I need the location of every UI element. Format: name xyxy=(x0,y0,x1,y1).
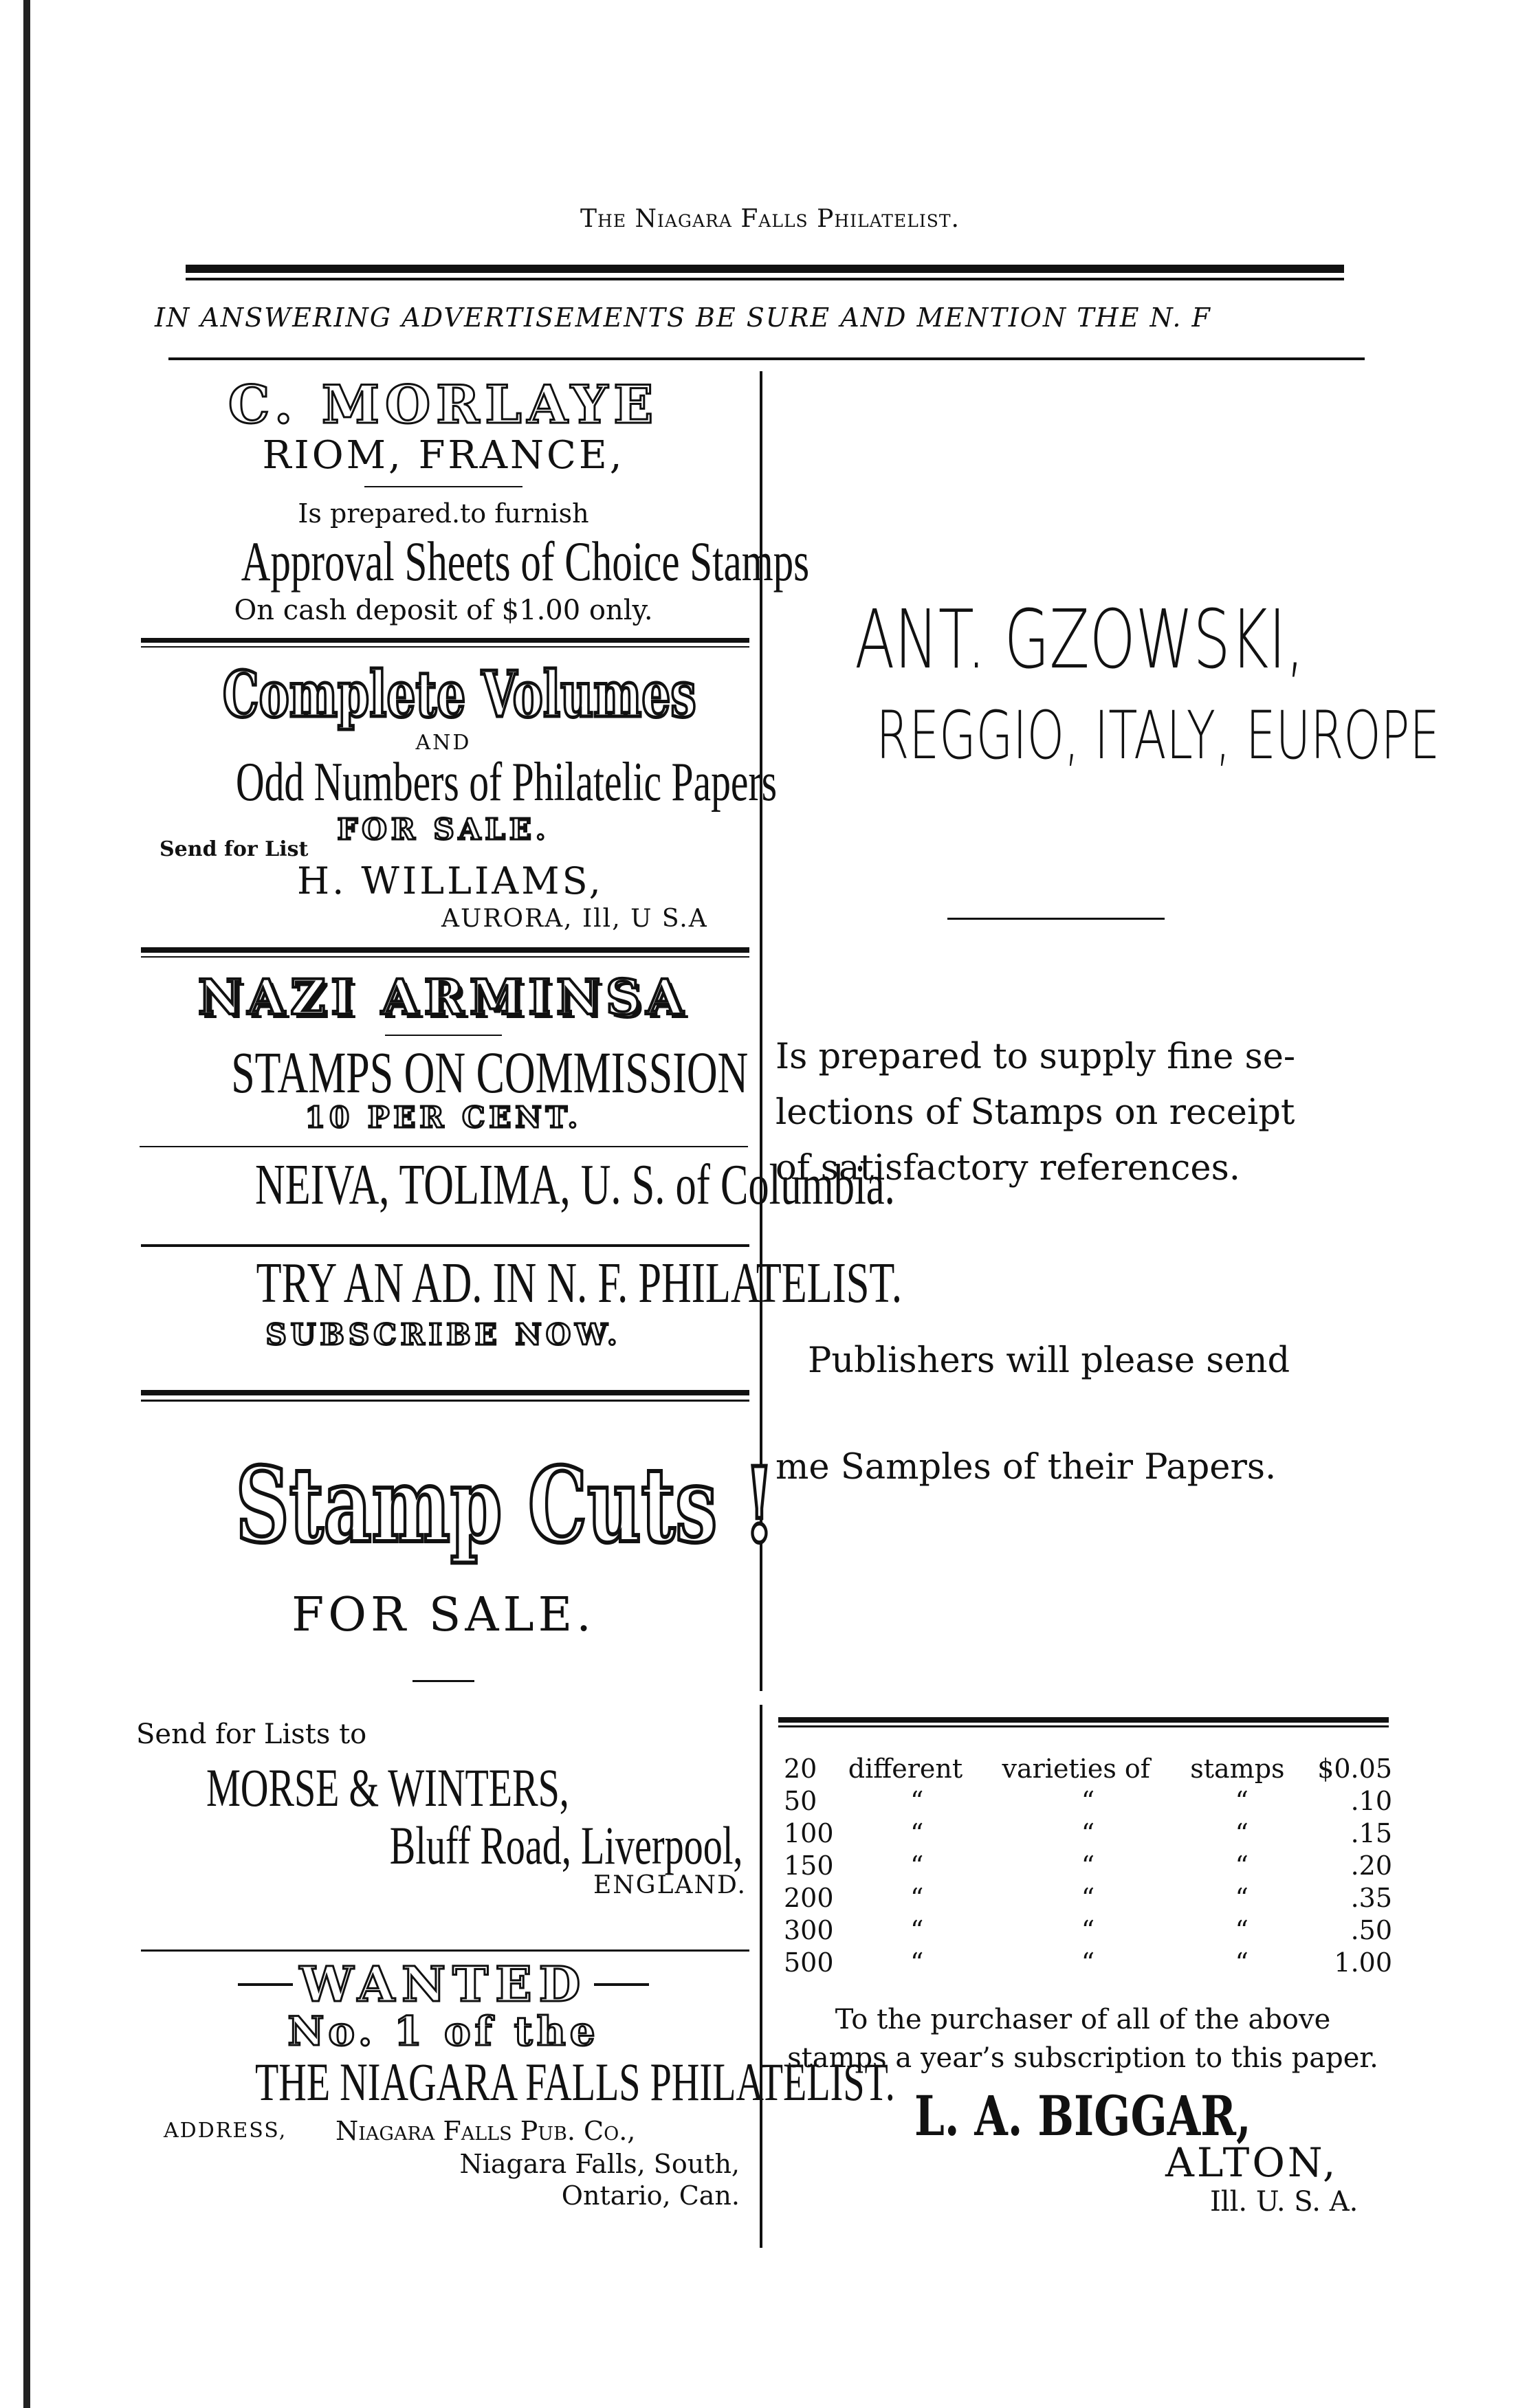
wanted-addr2: Niagara Falls, South, xyxy=(459,2149,740,2179)
ditto-mark: “ xyxy=(1235,1786,1248,1816)
nazi-line3: NEIVA, TOLIMA, U. S. of Columbia. xyxy=(254,1153,895,1217)
wanted-headline: WANTED xyxy=(299,1956,588,2013)
binding-edge xyxy=(23,0,30,2408)
williams-line1: Odd Numbers of Philatelic Papers xyxy=(236,752,778,813)
ditto-mark: “ xyxy=(1235,1851,1248,1881)
biggar-note1: To the purchaser of all of the above xyxy=(835,2004,1331,2035)
tryad-ad xyxy=(131,1251,902,1356)
price-value: .50 xyxy=(1350,1915,1392,1945)
rule-4b xyxy=(141,1400,749,1402)
nazi-line2: 10 PER CENT. xyxy=(305,1101,582,1134)
ornament-divider xyxy=(364,486,522,487)
price-qty: 100 xyxy=(784,1818,834,1848)
column-divider-lower xyxy=(760,1705,762,2248)
rule-1b xyxy=(141,646,749,648)
ditto-mark: “ xyxy=(1081,1883,1095,1913)
ditto-mark: “ xyxy=(910,1915,924,1945)
price-value: 1.00 xyxy=(1334,1947,1392,1978)
price-row xyxy=(784,1882,1392,1914)
thin-rule xyxy=(140,1146,748,1147)
price-qty: 500 xyxy=(784,1947,834,1978)
header-rule-thin xyxy=(186,278,1344,280)
tryad-line1: TRY AN AD. IN N. F. PHILATELIST. xyxy=(256,1251,902,1315)
page-title: The Niagara Falls Philatelist. xyxy=(580,205,960,233)
ditto-mark: “ xyxy=(1081,1786,1095,1816)
rule-4 xyxy=(141,1390,749,1395)
gzowski-location: REGGIO, ITALY, EUROPE xyxy=(876,697,1440,774)
price-value: .35 xyxy=(1350,1883,1392,1913)
biggar-rule-top xyxy=(778,1717,1389,1723)
wanted-headline-row xyxy=(131,1956,756,2013)
ditto-mark: “ xyxy=(1081,1818,1095,1848)
price-col-varieties: varieties of xyxy=(1002,1754,1150,1784)
price-row-header xyxy=(784,1753,1392,1785)
gzowski-body2: lections of Stamps on receipt xyxy=(776,1092,1295,1133)
ditto-mark: “ xyxy=(910,1851,924,1881)
header-rule-thick xyxy=(186,265,1344,273)
stampcuts-addr1-wrap xyxy=(206,1816,742,1875)
gzowski-body3: of satisfactory references. xyxy=(776,1148,1240,1189)
stampcuts-forsale: FOR SALE. xyxy=(292,1588,595,1642)
short-rule xyxy=(412,1680,474,1682)
nazi-line1: STAMPS ON COMMISSION xyxy=(231,1039,749,1105)
price-value: .20 xyxy=(1350,1851,1392,1881)
biggar-price-list xyxy=(784,1753,1392,1979)
price-col-different: different xyxy=(848,1754,963,1784)
gzowski-ad xyxy=(767,592,1440,791)
williams-ad xyxy=(131,656,778,846)
ditto-mark: “ xyxy=(1081,1947,1095,1978)
notice-rule xyxy=(168,357,1365,360)
notice-line: IN ANSWERING ADVERTISEMENTS BE SURE AND MENTION THE N. F xyxy=(155,302,1211,333)
price-qty: 200 xyxy=(784,1883,834,1913)
ditto-mark: “ xyxy=(1081,1915,1095,1945)
gzowski-pub1: Publishers will please send xyxy=(808,1340,1290,1381)
price-value: $0.05 xyxy=(1317,1754,1392,1784)
biggar-name: L. A. BIGGAR, xyxy=(914,2084,1251,2148)
williams-name: H. WILLIAMS, xyxy=(297,859,604,903)
ditto-mark: “ xyxy=(910,1947,924,1978)
williams-forsale: FOR SALE. xyxy=(337,813,550,846)
morlaye-line1: Is prepared.to furnish xyxy=(298,498,589,529)
price-row xyxy=(784,1914,1392,1947)
morlaye-name: C. MORLAYE xyxy=(228,374,659,435)
wanted-addr1: Niagara Falls Pub. Co., xyxy=(336,2116,636,2146)
stampcuts-send: Send for Lists to xyxy=(136,1719,367,1750)
rule-1 xyxy=(141,638,749,643)
gzowski-body xyxy=(776,1029,1394,1196)
rule-2b xyxy=(141,956,749,958)
rule-3 xyxy=(141,1244,749,1247)
biggar-name-wrap xyxy=(770,2084,1396,2148)
nazi-ad xyxy=(131,966,895,1217)
rule-5 xyxy=(141,1949,749,1952)
biggar-note xyxy=(770,2000,1396,2077)
williams-send: Send for List xyxy=(160,837,309,861)
ditto-mark: “ xyxy=(910,1786,924,1816)
biggar-rule-top-b xyxy=(778,1725,1389,1727)
stampcuts-name: MORSE & WINTERS, xyxy=(206,1758,569,1818)
running-header xyxy=(0,205,1540,233)
stampcuts-addr2: ENGLAND. xyxy=(593,1871,747,1899)
price-value: .10 xyxy=(1350,1786,1392,1816)
rule-2 xyxy=(141,947,749,953)
gzowski-body1: Is prepared to supply fine se- xyxy=(776,1037,1296,1077)
morlaye-line2: Approval Sheets of Choice Stamps xyxy=(241,530,810,593)
ornament-divider-2 xyxy=(385,1035,502,1036)
price-row xyxy=(784,1850,1392,1882)
biggar-note2: stamps a year’s subscription to this paper. xyxy=(787,2042,1378,2074)
ditto-mark: “ xyxy=(1235,1818,1248,1848)
price-value: .15 xyxy=(1350,1818,1392,1848)
price-row xyxy=(784,1947,1392,1979)
ditto-mark: “ xyxy=(910,1818,924,1848)
stampcuts-ad xyxy=(131,1430,776,1682)
stampcuts-name-wrap xyxy=(206,1758,674,1818)
gzowski-name: ANT. GZOWSKI, xyxy=(854,592,1305,687)
dash-left xyxy=(238,1983,293,1986)
morlaye-line3: On cash deposit of $1.00 only. xyxy=(234,595,653,626)
stampcuts-addr1: Bluff Road, Liverpool, xyxy=(389,1815,742,1875)
wanted-line2: THE NIAGARA FALLS PHILATELIST. xyxy=(254,2052,895,2112)
price-row xyxy=(784,1785,1392,1818)
ditto-mark: “ xyxy=(1081,1851,1095,1881)
price-col-stamps: stamps xyxy=(1190,1754,1285,1784)
ditto-mark: “ xyxy=(1235,1915,1248,1945)
gzowski-pub2: me Samples of their Papers. xyxy=(776,1447,1277,1488)
williams-and: AND xyxy=(415,731,472,755)
ditto-mark: “ xyxy=(910,1883,924,1913)
dash-right xyxy=(594,1983,649,1986)
biggar-city: ALTON, xyxy=(1165,2139,1339,2186)
williams-headline: Complete Volumes xyxy=(222,657,696,731)
tryad-line2: SUBSCRIBE NOW. xyxy=(265,1318,622,1351)
williams-addr: AURORA, Ill, U S.A xyxy=(441,905,708,933)
nazi-name: NAZI ARMINSA xyxy=(197,969,690,1026)
price-row xyxy=(784,1818,1392,1850)
gzowski-rule xyxy=(947,918,1165,920)
price-qty: 50 xyxy=(784,1786,817,1816)
wanted-addr3: Ontario, Can. xyxy=(561,2180,740,2211)
morlaye-location: RIOM, FRANCE, xyxy=(262,433,625,478)
price-qty: 150 xyxy=(784,1851,834,1881)
ditto-mark: “ xyxy=(1235,1947,1248,1978)
biggar-state: Ill. U. S. A. xyxy=(1210,2186,1358,2218)
ditto-mark: “ xyxy=(1235,1883,1248,1913)
wanted-address-label: ADDRESS, xyxy=(164,2119,287,2143)
morlaye-ad xyxy=(131,374,810,626)
price-qty: 20 xyxy=(784,1754,817,1784)
price-qty: 300 xyxy=(784,1915,834,1945)
wanted-line1: No. 1 of the xyxy=(287,2008,600,2055)
stampcuts-headline: Stamp Cuts ! xyxy=(235,1445,776,1566)
